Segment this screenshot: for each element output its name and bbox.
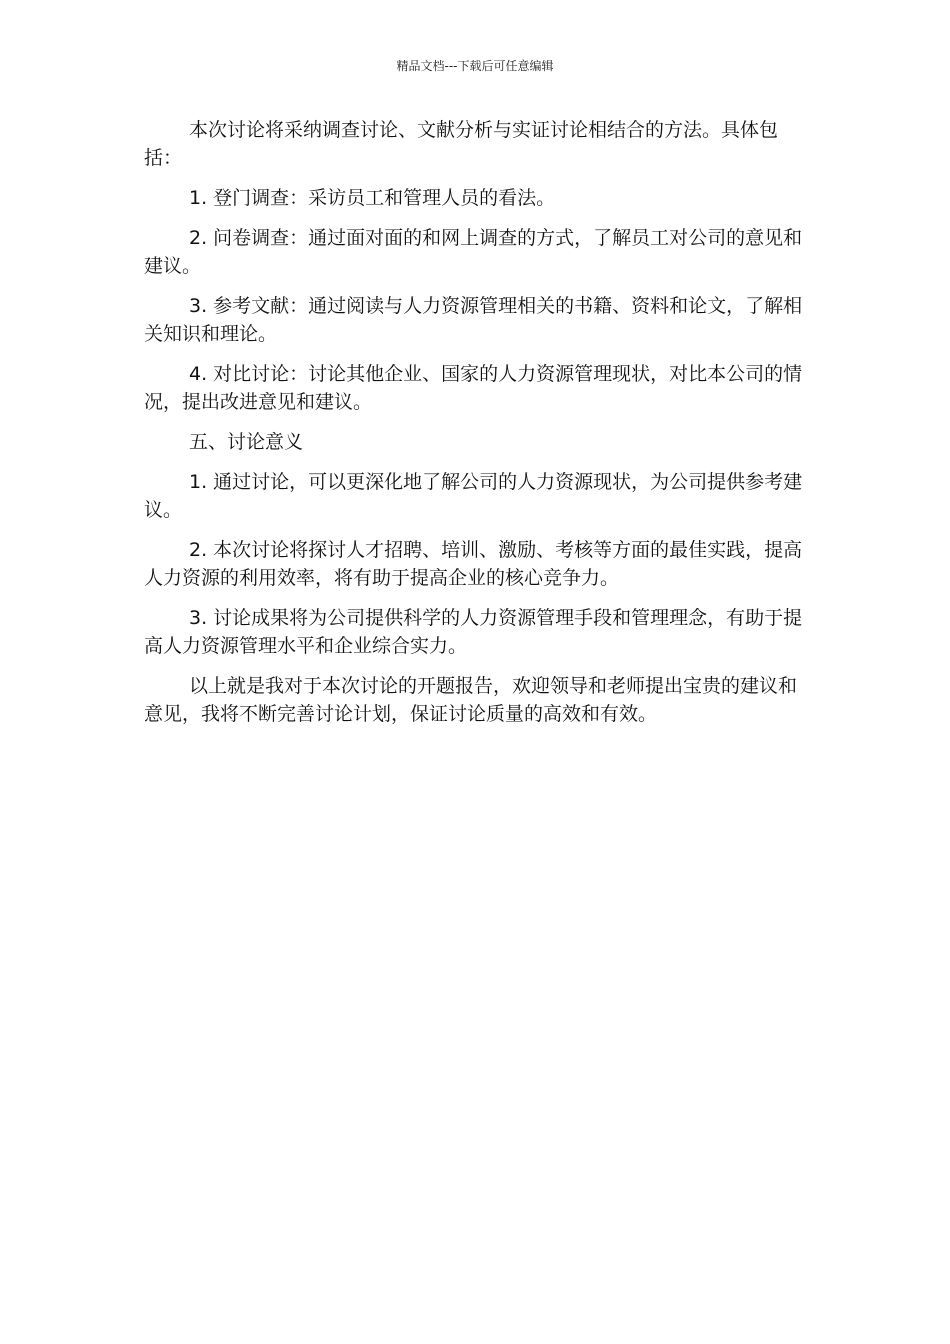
paragraph-method-intro: 本次讨论将采纳调查讨论、文献分析与实证讨论相结合的方法。具体包括： — [144, 119, 779, 169]
paragraph-closing: 以上就是我对于本次讨论的开题报告，欢迎领导和老师提出宝贵的建议和意见，我将不断完善讨论计划，保证讨论质量的高效和有效。 — [144, 675, 798, 725]
section-heading-significance: 五、讨论意义 — [189, 431, 304, 453]
paragraph-significance-3: 3. 讨论成果将为公司提供科学的人力资源管理手段和管理理念，有助于提高人力资源管理水平和企业综合实力。 — [144, 607, 803, 657]
paragraph-method-4: 4. 对比讨论：讨论其他企业、国家的人力资源管理现状，对比本公司的情况，提出改进意见和建议。 — [144, 363, 803, 413]
page-header: 精品文档---下载后可任意编辑 — [396, 59, 554, 73]
paragraph-method-1: 1. 登门调查：采访员工和管理人员的看法。 — [189, 187, 556, 209]
paragraph-significance-1: 1. 通过讨论，可以更深化地了解公司的人力资源现状，为公司提供参考建议。 — [144, 471, 803, 521]
paragraph-method-2: 2. 问卷调查：通过面对面的和网上调查的方式，了解员工对公司的意见和建议。 — [144, 227, 803, 277]
document-body — [144, 116, 808, 740]
paragraph-method-3: 3. 参考文献：通过阅读与人力资源管理相关的书籍、资料和论文，了解相关知识和理论。 — [144, 295, 803, 345]
paragraph-significance-2: 2. 本次讨论将探讨人才招聘、培训、激励、考核等方面的最佳实践，提高人力资源的利用效率，将有助于提高企业的核心竞争力。 — [144, 539, 803, 589]
